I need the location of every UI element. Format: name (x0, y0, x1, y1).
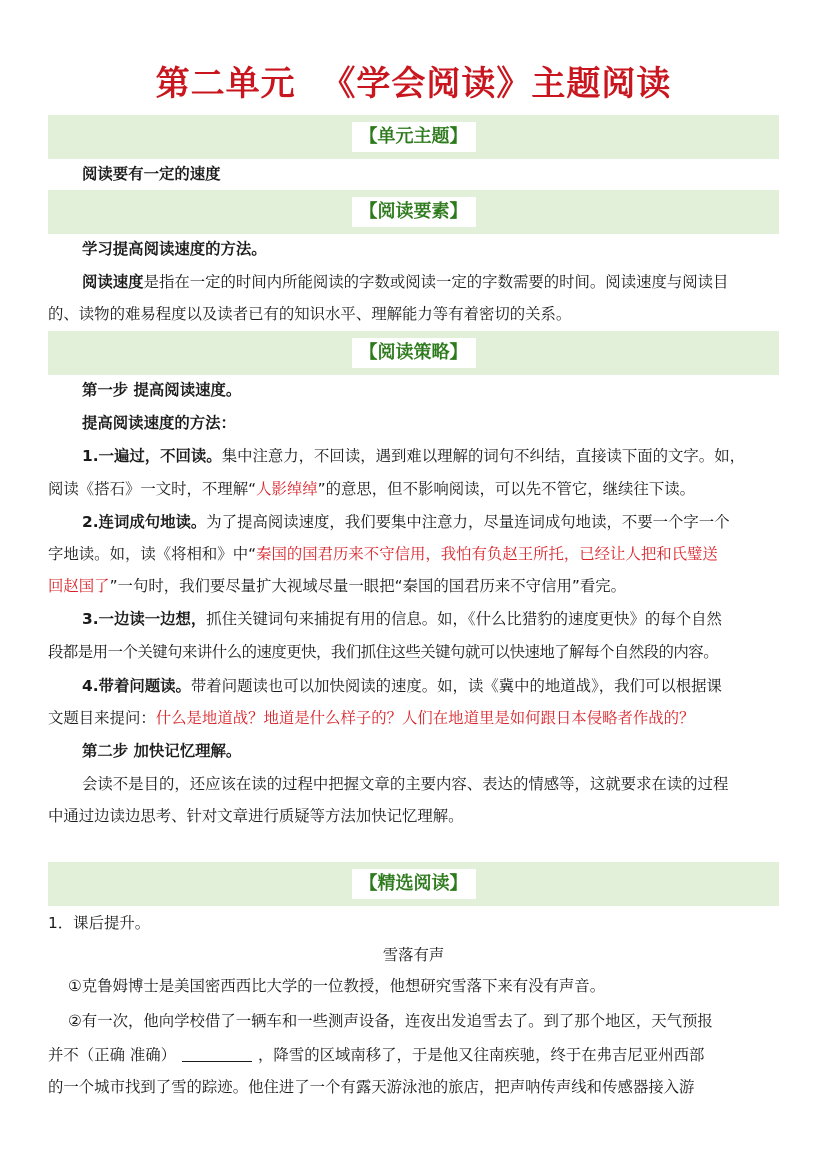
answer-blank[interactable] (182, 1045, 252, 1062)
method-3-heading: 3.一边读一边想， (82, 610, 207, 628)
method-1-heading: 1.一遍过，不回读。 (82, 447, 222, 465)
method-4-line-2 (48, 707, 784, 729)
method-2-text-b: ”一句时，我们要尽量扩大视域尽量一眼把“秦国的国君历来不守信用”看完。 (109, 577, 626, 595)
step-2-line-2: 中通过边读边思考、针对文章进行质疑等方法加快记忆理解。 (48, 807, 464, 825)
method-2-highlight-cont: 回赵国了 (48, 577, 110, 595)
elements-definition-line-1 (82, 271, 784, 293)
method-2-text-a: 字地读。如，读《将相和》中“ (48, 545, 257, 563)
method-1-line-1 (82, 445, 784, 467)
method-2-highlight: 秦国的国君历来不守信用，我怕有负赵王所托，已经让人把和氏璧送 (256, 545, 718, 563)
method-4-text-a: 文题目来提问： (48, 709, 156, 727)
section-band-theme (48, 115, 779, 159)
method-3-text: 抓住关键词句来捕捉有用的信息。如，《什么比猎豹的速度更快》的每个自然 (206, 610, 722, 628)
strategy-step-1: 第一步 提高阅读速度。 (82, 381, 242, 399)
method-1-line-2 (48, 478, 784, 500)
method-2-heading: 2.连词成句地读。 (82, 513, 207, 531)
method-2-line-1 (82, 511, 784, 533)
elements-method: 学习提高阅读速度的方法。 (82, 240, 267, 258)
method-1-highlight: 人影绰绰 (256, 480, 318, 498)
strategy-step-2: 第二步 加快记忆理解。 (82, 742, 242, 760)
theme-text: 阅读要有一定的速度 (82, 165, 221, 183)
story-paragraph-2-line-3: 的一个城市找到了雪的踪迹。他住进了一个有露天游泳池的旅店，把声呐传声线和传感器接入游 (48, 1078, 695, 1096)
story-paragraph-2-text: ，降雪的区域南移了，于是他又往南疾驰，终于在弗吉尼亚州西部 (258, 1046, 705, 1064)
method-4-text: 带着问题读也可以加快阅读的速度。如，读《冀中的地道战》，我们可以根据课 (190, 677, 722, 695)
method-4-heading: 4.带着问题读。 (82, 677, 191, 695)
method-1-text: 集中注意力，不回读，遇到难以理解的词句不纠结，直接读下面的文字。如， (221, 447, 745, 465)
method-2-line-3 (48, 575, 784, 597)
method-3-line-2: 段都是用一个关键句来讲什么的速度更快，我们抓住这些关键句就可以快速地了解每个自然段的内容。 (48, 643, 719, 661)
step-2-line-1: 会读不是目的，还应该在读的过程中把握文章的主要内容、表达的情感等，这就要求在读的过程 (82, 775, 729, 793)
story-paragraph-1: ①克鲁姆博士是美国密西西比大学的一位教授，他想研究雪落下来有没有声音。 (68, 977, 606, 995)
section-band-strategy (48, 331, 779, 375)
section-label-strategy: 【阅读策略】 (352, 338, 476, 368)
method-2-line-2 (48, 543, 784, 565)
method-4-line-1 (82, 675, 784, 697)
definition-term: 阅读速度 (82, 273, 144, 291)
elements-definition-line-2: 的、读物的难易程度以及读者已有的知识水平、理解能力等有着密切的关系。 (48, 305, 572, 323)
section-label-elements: 【阅读要素】 (352, 197, 476, 227)
section-band-reading (48, 862, 779, 906)
method-1-text-a: 阅读《搭石》一文时，不理解“ (48, 480, 257, 498)
question-1-label: 1．课后提升。 (48, 914, 151, 932)
method-3-line-1 (82, 608, 784, 630)
story-paragraph-2-line-1: ②有一次，他向学校借了一辆车和一些测声设备，连夜出发追雪去了。到了那个地区，天气预报 (68, 1012, 713, 1030)
definition-text: 是指在一定的时间内所能阅读的字数或阅读一定的字数需要的时间。阅读速度与阅读目 (143, 273, 729, 291)
story-title: 雪落有声 (382, 946, 445, 964)
story-paragraph-2-line-2 (48, 1044, 784, 1066)
page-title: 第二单元 《学会阅读》主题阅读 (155, 64, 672, 104)
method-2-text: 为了提高阅读速度，我们要集中注意力，尽量连词成句地读，不要一个字一个 (206, 513, 730, 531)
section-band-elements (48, 190, 779, 234)
section-label-reading: 【精选阅读】 (352, 869, 476, 899)
method-1-text-b: ”的意思，但不影响阅读，可以先不管它，继续往下读。 (317, 480, 695, 498)
word-choice-prompt: 并不（正确 准确） (48, 1046, 177, 1064)
method-4-highlight: 什么是地道战？地道是什么样子的？人们在地道里是如何跟日本侵略者作战的？ (155, 709, 695, 727)
strategy-methods-heading: 提高阅读速度的方法： (82, 414, 236, 432)
section-label-theme: 【单元主题】 (352, 122, 476, 152)
